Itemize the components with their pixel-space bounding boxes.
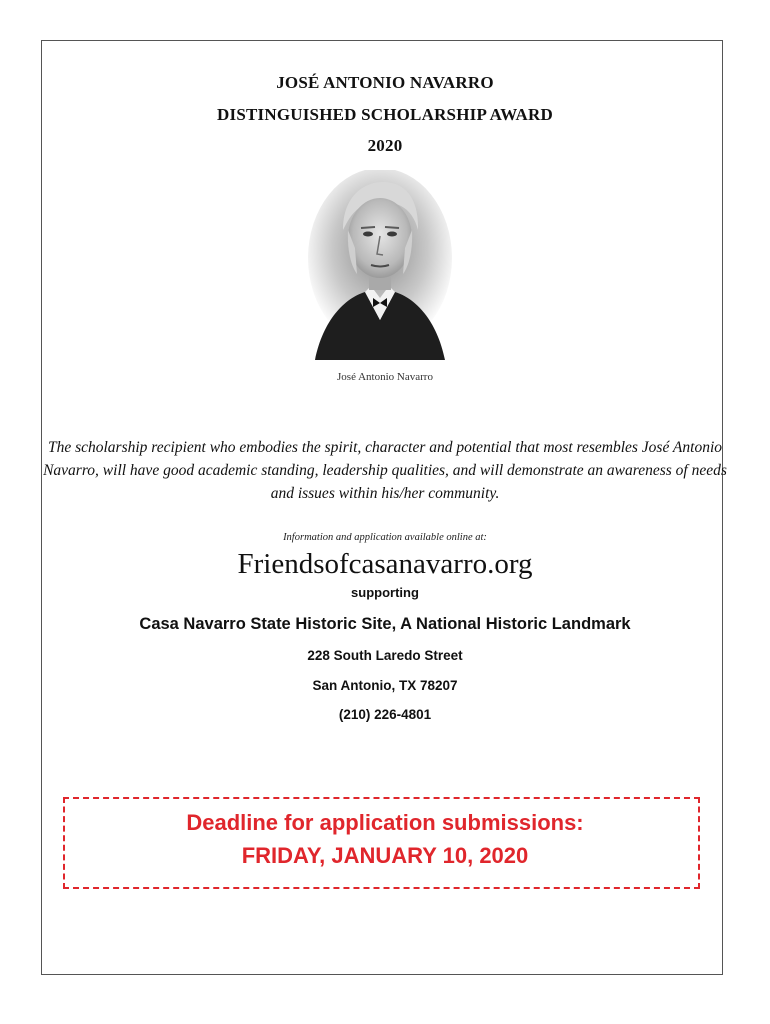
portrait-image bbox=[305, 170, 455, 360]
portrait-caption: José Antonio Navarro bbox=[337, 371, 433, 383]
organization-name: Casa Navarro State Historic Site, A National Historic Landmark bbox=[139, 615, 631, 633]
website-link[interactable]: Friendsofcasanavarro.org bbox=[237, 548, 533, 580]
city-address: San Antonio, TX 78207 bbox=[312, 678, 458, 693]
award-year: 2020 bbox=[367, 136, 403, 155]
info-text: Information and application available online at: bbox=[283, 532, 487, 543]
scholarship-description: The scholarship recipient who embodies the spirit, character and potential that most resembles José Antonio Navarro, will have good academic standing, leadership qualities, and will demonstrate an awareness of needs and issues within his/her community. bbox=[43, 439, 727, 502]
supporting-text: supporting bbox=[351, 585, 419, 600]
street-address: 228 South Laredo Street bbox=[307, 648, 463, 663]
deadline-date: FRIDAY, JANUARY 10, 2020 bbox=[241, 843, 529, 868]
award-title: DISTINGUISHED SCHOLARSHIP AWARD bbox=[217, 105, 553, 124]
deadline-heading: Deadline for application submissions: bbox=[186, 810, 584, 835]
award-title-name: JOSÉ ANTONIO NAVARRO bbox=[276, 73, 494, 92]
phone-number: (210) 226-4801 bbox=[338, 707, 432, 722]
